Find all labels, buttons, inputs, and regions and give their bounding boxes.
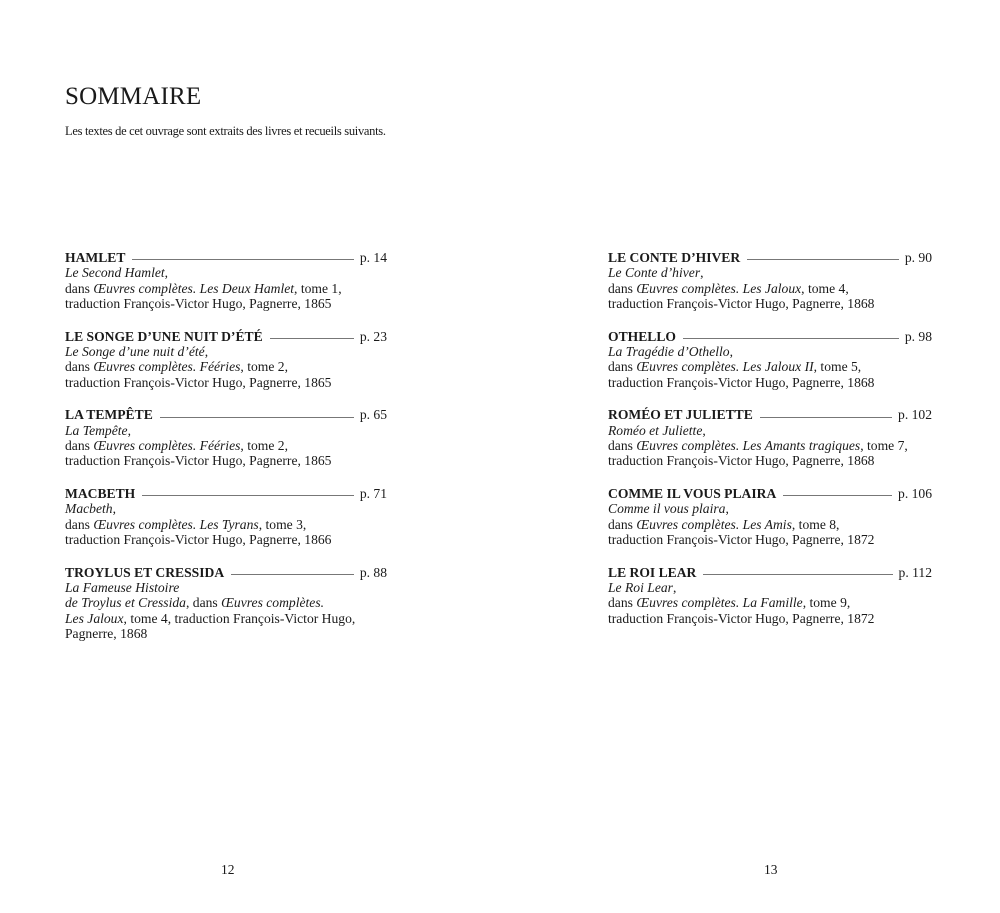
italic-title-text: Les Jaloux: [65, 610, 124, 626]
source-text: traduction François-Victor Hugo, Pagnerre, 1872: [608, 532, 875, 548]
leader-line: [160, 417, 354, 418]
source-text: ,: [729, 344, 733, 360]
toc-entry-page: p. 23: [359, 328, 387, 344]
toc-entry-title: COMME IL VOUS PLAIRA: [608, 485, 777, 501]
toc-entry-source-line: [65, 344, 387, 359]
leader-line: [270, 338, 354, 339]
source-text: ,: [204, 344, 209, 360]
toc-entry-source-line: [608, 501, 932, 516]
toc-entry-title: MACBETH: [65, 485, 136, 501]
toc-entry-source-line: [608, 296, 932, 311]
source-text: , tome 3,: [258, 516, 307, 532]
italic-title-text: Le Songe d’une nuit d’été: [65, 344, 205, 360]
source-text: ,: [700, 265, 704, 281]
source-text: traduction François-Victor Hugo, Pagnerre, 1872: [608, 610, 875, 626]
leader-line: [683, 338, 899, 339]
source-text: traduction François-Victor Hugo, Pagnerre, 1868: [608, 296, 875, 312]
toc-entry-heading: [65, 486, 387, 501]
italic-title-text: Œuvres complètes. Les Jaloux: [636, 280, 802, 296]
toc-entry: [65, 565, 387, 642]
source-text: dans: [65, 516, 94, 532]
italic-title-text: Œuvres complètes. Les Amis: [636, 516, 792, 532]
toc-entry: [608, 486, 932, 548]
toc-entry-source-line: [608, 375, 932, 390]
toc-entry-title: HAMLET: [65, 250, 126, 265]
toc-entry-source-line: [65, 611, 387, 626]
italic-title-text: Œuvres complètes. Fééries: [93, 438, 241, 454]
source-text: , tome 8,: [791, 516, 840, 532]
toc-entry-source-line: [65, 265, 387, 280]
source-text: , tome 4,: [801, 280, 849, 296]
italic-title-text: Macbeth: [65, 501, 113, 517]
toc-entry-source-line: [608, 611, 932, 626]
toc-entry-title: TROYLUS ET CRESSIDA: [65, 564, 225, 580]
toc-entry-source-line: [65, 281, 387, 296]
source-text: dans: [65, 359, 94, 375]
toc-entry-title: LE ROI LEAR: [608, 564, 697, 580]
leader-line: [231, 574, 354, 575]
italic-title-text: de Troylus et Cressida: [65, 595, 186, 611]
page-title: SOMMAIRE: [65, 83, 202, 110]
italic-title-text: Œuvres complètes. Les Deux Hamlet: [93, 280, 295, 296]
source-text: dans: [608, 280, 637, 296]
toc-entry-heading: [608, 486, 932, 501]
toc-entry-title: LA TEMPÊTE: [65, 407, 153, 423]
source-text: traduction François-Victor Hugo, Pagnerre, 1868: [608, 453, 875, 469]
italic-title-text: Le Conte d’hiver: [608, 265, 701, 281]
source-text: traduction François-Victor Hugo, Pagnerre, 1866: [65, 532, 332, 548]
source-text: dans: [65, 280, 94, 296]
italic-title-text: Œuvres complètes. Les Amants tragiques: [636, 438, 861, 454]
italic-title-text: Comme il vous plaira: [608, 501, 726, 517]
toc-entry-heading: [608, 407, 932, 422]
toc-entry-source-line: [608, 423, 932, 438]
source-text: traduction François-Victor Hugo, Pagnerre, 1865: [65, 453, 332, 469]
toc-entry-page: p. 112: [898, 564, 932, 580]
toc-entry-title: OTHELLO: [608, 328, 676, 344]
toc-entry-page: p. 71: [359, 485, 387, 501]
toc-entry-source-line: [608, 517, 932, 532]
contents-column-right: [608, 250, 932, 643]
italic-title-text: Œuvres complètes. Fééries: [93, 359, 241, 375]
source-text: dans: [608, 516, 637, 532]
leader-line: [783, 495, 892, 496]
toc-entry-page: p. 14: [359, 250, 387, 265]
leader-line: [747, 259, 899, 260]
toc-entry-source-line: [65, 423, 387, 438]
source-text: traduction François-Victor Hugo, Pagnerre, 1868: [608, 374, 875, 390]
source-text: ,: [112, 501, 116, 517]
toc-entry-source-line: [608, 344, 932, 359]
toc-entry-page: p. 65: [359, 407, 387, 423]
source-text: , tome 1,: [294, 280, 342, 296]
toc-entry: [65, 329, 387, 391]
source-text: , tome 2,: [240, 359, 288, 375]
toc-entry-source-line: [608, 359, 932, 374]
toc-entry: [608, 407, 932, 469]
italic-title-text: Œuvres complètes. La Famille: [636, 595, 803, 611]
toc-entry-page: p. 106: [898, 485, 932, 501]
toc-entry-heading: [608, 250, 932, 265]
source-text: traduction François-Victor Hugo, Pagnerre, 1865: [65, 374, 332, 390]
source-text: traduction François-Victor Hugo, Pagnerre, 1865: [65, 296, 332, 312]
source-text: , tome 9,: [802, 595, 851, 611]
source-text: , tome 7,: [860, 438, 908, 454]
toc-entry-source-line: [65, 501, 387, 516]
italic-title-text: Œuvres complètes. Les Tyrans: [93, 516, 259, 532]
toc-entry-title: LE CONTE D’HIVER: [608, 250, 741, 265]
toc-entry-heading: [65, 565, 387, 580]
italic-title-text: Œuvres complètes.: [221, 595, 325, 611]
toc-entry-source-line: [65, 438, 387, 453]
source-text: , tome 4, traduction François-Victor Hugo,: [123, 610, 356, 626]
page-number-right: 13: [764, 862, 778, 877]
toc-entry-source-line: [65, 359, 387, 374]
toc-entry: [608, 250, 932, 312]
toc-entry: [608, 565, 932, 627]
toc-entry: [65, 486, 387, 548]
source-text: , tome 2,: [240, 438, 288, 454]
toc-entry-source-line: [65, 580, 387, 595]
toc-entry-heading: [608, 565, 932, 580]
toc-entry-source-line: [65, 517, 387, 532]
toc-entry: [65, 407, 387, 469]
toc-entry-page: p. 98: [904, 328, 932, 344]
page-number-left: 12: [221, 862, 235, 877]
source-text: ,: [725, 501, 729, 517]
italic-title-text: La Tempête: [65, 422, 128, 438]
toc-entry-source-line: [65, 626, 387, 641]
source-text: ,: [702, 422, 706, 438]
source-text: dans: [608, 595, 637, 611]
toc-entry-source-line: [608, 281, 932, 296]
leader-line: [142, 495, 354, 496]
source-text: Pagnerre, 1868: [65, 626, 148, 642]
toc-entry: [608, 329, 932, 391]
italic-title-text: Œuvres complètes. Les Jaloux II: [636, 359, 814, 375]
toc-entry-page: p. 88: [359, 564, 387, 580]
toc-entry-source-line: [608, 265, 932, 280]
toc-entry-heading: [65, 407, 387, 422]
toc-entry-source-line: [608, 580, 932, 595]
source-text: , tome 5,: [813, 359, 862, 375]
source-text: ,: [164, 265, 169, 281]
source-text: dans: [608, 359, 637, 375]
italic-title-text: Le Second Hamlet: [65, 265, 165, 281]
toc-entry-title: ROMÉO ET JULIETTE: [608, 407, 753, 423]
toc-entry-source-line: [65, 595, 387, 610]
toc-entry-heading: [65, 329, 387, 344]
leader-line: [703, 574, 892, 575]
toc-entry-source-line: [608, 595, 932, 610]
toc-entry-title: LE SONGE D’UNE NUIT D’ÉTÉ: [65, 328, 263, 344]
source-text: ,: [672, 579, 677, 595]
toc-entry-source-line: [608, 532, 932, 547]
italic-title-text: Le Roi Lear: [608, 579, 673, 595]
toc-entry-page: p. 102: [898, 407, 932, 423]
toc-entry-heading: [65, 250, 387, 265]
toc-entry-source-line: [65, 296, 387, 311]
toc-entry: [65, 250, 387, 312]
italic-title-text: La Tragédie d’Othello: [608, 344, 730, 360]
source-text: ,: [127, 422, 131, 438]
toc-entry-source-line: [65, 375, 387, 390]
toc-entry-source-line: [65, 453, 387, 468]
toc-entry-page: p. 90: [904, 250, 932, 265]
toc-entry-source-line: [608, 453, 932, 468]
toc-entry-source-line: [65, 532, 387, 547]
leader-line: [760, 417, 892, 418]
italic-title-text: Roméo et Juliette: [608, 422, 703, 438]
intro-text: Les textes de cet ouvrage sont extraits des livres et recueils suivants.: [65, 124, 386, 138]
leader-line: [132, 259, 353, 260]
italic-title-text: La Fameuse Histoire: [65, 579, 180, 595]
toc-entry-heading: [608, 329, 932, 344]
toc-entry-source-line: [608, 438, 932, 453]
source-text: dans: [608, 438, 637, 454]
source-text: , dans: [185, 595, 222, 611]
contents-column-left: [65, 250, 387, 659]
source-text: dans: [65, 438, 94, 454]
